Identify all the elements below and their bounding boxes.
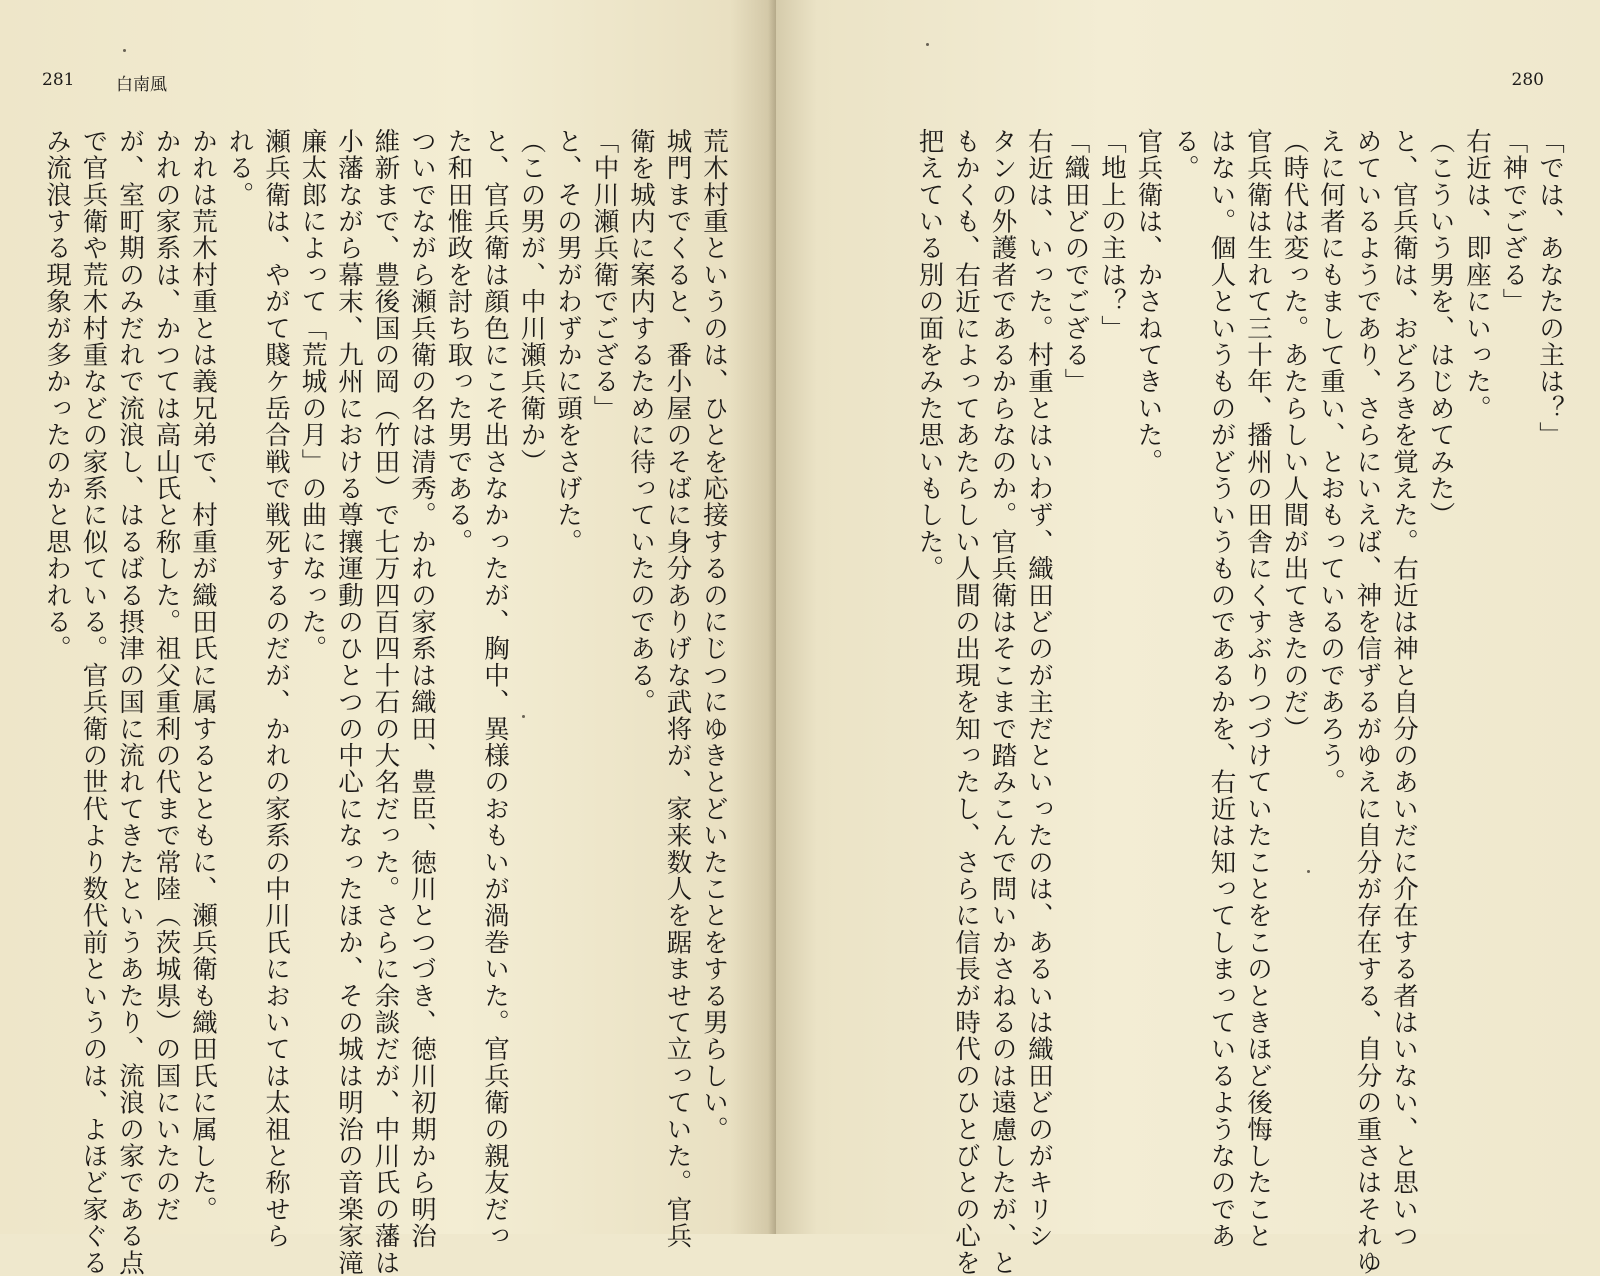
- text-line: 右近は、即座にいった。: [1462, 128, 1492, 422]
- text-line: と、官兵衛は、おどろきを覚えた。右近は神と自分のあいだに介在する者はいない、と思いつ: [1389, 128, 1419, 1250]
- text-line: 維新まで、豊後国の岡（竹田）で七万四百四十石の大名だった。さらに余談だが、中川氏の藩は: [370, 128, 401, 1276]
- text-line: と、その男がわずかに頭をさげた。: [553, 128, 583, 556]
- text-line: （この男が、中川瀬兵衛か）: [516, 128, 547, 476]
- text-line: かれの家系は、かつては高山氏と称した。祖父重利の代まで常陸（茨城県）の国にいたのだ: [151, 128, 182, 1223]
- text-line: ついでながら瀬兵衛の名は清秀。かれの家系は織田、豊臣、徳川とつづき、徳川初期から明治: [407, 128, 437, 1250]
- page-number-right: 280: [1511, 70, 1544, 90]
- text-line: 「では、あなたの主は？」: [1535, 128, 1565, 449]
- left-page: [0, 0, 776, 1276]
- text-line: 把えている別の面をみた思いもした。: [914, 128, 945, 582]
- text-line: 衛を城内に案内するために待っていたのである。: [626, 128, 656, 716]
- paper-speck: [926, 43, 929, 46]
- text-line: はない。個人というものがどういうものであるかを、右近は知ってしまっているようなのであ: [1206, 128, 1237, 1250]
- text-line: る。: [1170, 128, 1200, 182]
- text-line: 荒木村重というのは、ひとを応接するのにじつにゆきとどいたことをする男らしい。: [699, 128, 729, 1143]
- text-line: めているようであり、さらにいえば、神を信ずるがゆえに自分が存在する、自分の重さはそれゆ: [1352, 128, 1383, 1276]
- text-line: 右近は、いった。村重とはいわず、織田どのが主だといったのは、あるいは織田どのがキリシ: [1024, 128, 1054, 1250]
- text-line: た和田惟政を討ち取った男である。: [443, 128, 474, 556]
- text-line: もかくも、右近によってあたらしい人間の出現を知ったし、さらに信長が時代のひとびとの心を: [951, 128, 981, 1276]
- text-line: タンの外護者であるからなのか。官兵衛はそこまで踏みこんで問いかさねるのは遠慮したが、と: [987, 128, 1018, 1276]
- right-page-body: [868, 128, 1568, 1276]
- left-page-body: [42, 128, 732, 1276]
- text-line: 瀬兵衛は、やがて賤ケ岳合戦で戦死するのだが、かれの家系の中川氏においては太祖と称せら: [261, 128, 291, 1250]
- text-line: 「中川瀬兵衛でござる」: [589, 128, 620, 422]
- paper-speck: [522, 715, 525, 718]
- text-line: 「織田どのでござる」: [1060, 128, 1091, 395]
- text-line: が、室町期のみだれで流浪し、はるばる摂津の国に流れてきたというあたり、流浪の家である点: [115, 128, 145, 1276]
- text-line: で官兵衛や荒木村重などの家系に似ている。官兵衛の世代より数代前というのは、よほど家ぐる: [78, 128, 109, 1276]
- text-line: 「地上の主は？」: [1097, 128, 1127, 342]
- text-line: えに何者にもまして重い、とおもっているのであろう。: [1316, 128, 1346, 796]
- text-line: と、官兵衛は顔色にこそ出さなかったが、胸中、異様のおもいが渦巻いた。官兵衛の親友だっ: [480, 128, 510, 1250]
- text-line: 官兵衛は生れて三十年、播州の田舎にくすぶりつづけていたことをこのときほど後悔したこと: [1243, 128, 1273, 1250]
- text-line: かれは荒木村重とは義兄弟で、村重が織田氏に属するとともに、瀬兵衛も織田氏に属した。: [188, 128, 218, 1223]
- paper-speck: [123, 49, 126, 52]
- text-line: 「神でござる」: [1498, 128, 1529, 315]
- text-line: 小藩ながら幕末、九州における尊攘運動のひとつの中心になったほか、その城は明治の音楽家滝: [334, 128, 364, 1276]
- text-line: 官兵衛は、かさねてきいた。: [1133, 128, 1164, 476]
- text-line: 城門までくると、番小屋のそばに身分ありげな武将が、家来数人を踞ませて立っていた。官兵: [662, 128, 693, 1250]
- running-title: 白南風: [116, 75, 167, 95]
- right-page: [776, 0, 1600, 1276]
- text-line: み流浪する現象が多かったのかと思われる。: [42, 128, 72, 662]
- text-line: 廉太郎によって「荒城の月」の曲になった。: [297, 128, 328, 662]
- page-number-left: 281: [42, 70, 75, 90]
- text-line: れる。: [224, 128, 255, 209]
- text-line: （時代は変った。あたらしい人間が出てきたのだ）: [1279, 128, 1310, 743]
- text-line: （こういう男を、はじめてみた）: [1425, 128, 1456, 529]
- paper-speck: [1307, 870, 1310, 873]
